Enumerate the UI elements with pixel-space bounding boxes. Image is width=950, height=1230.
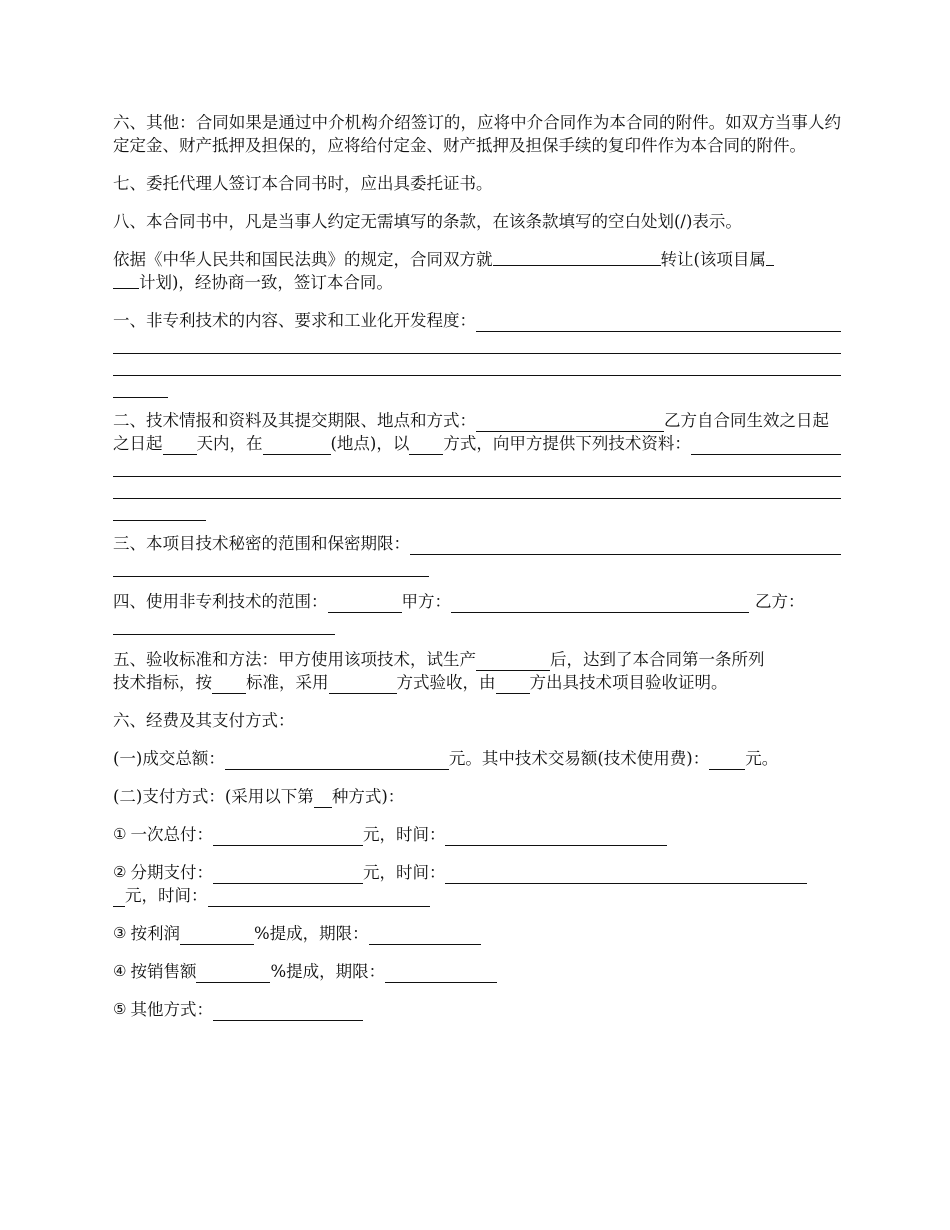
section-4-party-b-label: 乙方： [755, 592, 805, 611]
option-3-term-blank[interactable] [369, 927, 481, 945]
section-2-blank-place[interactable] [263, 437, 331, 455]
option-3-label: 按利润 [130, 924, 180, 943]
section-1-blank-4[interactable] [113, 376, 168, 398]
section-4-party-a-label: 甲方： [401, 592, 451, 611]
section-2-text-e: 方式，向甲方提供下列技术资料： [443, 434, 691, 453]
section-2-blank-way[interactable] [409, 437, 443, 455]
payment-option-3 [113, 922, 841, 945]
option-4-label: 按销售额 [130, 962, 197, 981]
section-3 [113, 532, 841, 577]
section-6-total [113, 747, 841, 770]
option-3-marker: ③ [113, 924, 127, 942]
plan-blank-a[interactable] [766, 248, 774, 266]
option-4-term-blank[interactable] [385, 965, 497, 983]
section-1-title: 一、非专利技术的内容、要求和工业化开发程度： [113, 311, 476, 330]
section-2-title: 二、技术情报和资料及其提交期限、地点和方式： [113, 411, 476, 430]
section-5-blank-standard[interactable] [212, 676, 246, 694]
section-5-text-b1: 后，达到了本合同第一条所列 [550, 650, 765, 669]
section-2-text-d: (地点)，以 [330, 434, 410, 453]
option-2-marker: ② [113, 863, 127, 881]
section-2-text-c: 天内，在 [196, 434, 263, 453]
section-2-blank-method[interactable] [476, 414, 664, 432]
payment-option-4 [113, 960, 841, 983]
option-1-marker: ① [113, 825, 127, 843]
option-2-amount-blank-2[interactable] [113, 889, 125, 907]
section-2 [113, 409, 841, 521]
option-2-text-c: 元，时间： [125, 886, 208, 905]
payment-text-b: 种方式)： [331, 787, 405, 806]
section-1-blank-3[interactable] [113, 354, 841, 376]
section-4 [113, 590, 841, 635]
payment-label: (二)支付方式：(采用以下第 [113, 787, 314, 806]
option-5-label: 其他方式： [130, 1000, 213, 1019]
section-4-title: 四、使用非专利技术的范围： [113, 592, 328, 611]
section-2-blank-days[interactable] [163, 437, 197, 455]
option-3-percent-blank[interactable] [180, 927, 254, 945]
option-5-blank[interactable] [213, 1003, 363, 1021]
section-4-party-b-blank[interactable] [113, 613, 335, 635]
section-2-blank-2[interactable] [113, 455, 841, 477]
total-text-c: 元。 [745, 749, 779, 768]
option-5-marker: ⑤ [113, 1000, 127, 1018]
option-1-text-b: 元，时间： [362, 825, 446, 844]
option-2-time-blank[interactable] [445, 866, 807, 884]
section-4-party-a-blank[interactable] [451, 595, 749, 613]
section-1 [113, 309, 841, 398]
basis-text-a: 依据《中华人民共和国民法典》的规定，合同双方就 [113, 250, 493, 269]
clause-basis [113, 248, 841, 294]
section-3-blank-1[interactable] [410, 537, 841, 555]
section-5-blank-trial[interactable] [476, 653, 550, 671]
option-1-amount-blank[interactable] [213, 828, 363, 846]
basis-text-b: 转让(该项目属 [660, 250, 766, 269]
section-1-blank-1[interactable] [476, 314, 841, 332]
section-2-text-b2: 之日起 [113, 434, 163, 453]
option-2-label: 分期支付： [130, 863, 213, 882]
section-3-blank-2[interactable] [113, 555, 429, 577]
basis-text-c: 计划)，经协商一致，签订本合同。 [139, 273, 393, 292]
contract-page [113, 111, 841, 1036]
total-amount-blank[interactable] [225, 752, 449, 770]
payment-option-1 [113, 823, 841, 846]
section-2-blank-3[interactable] [113, 477, 841, 499]
option-3-text-b: %提成，期限： [253, 924, 369, 943]
clause-blank-mark: 八、本合同书中，凡是当事人约定无需填写的条款，在该条款填写的空白处划(/)表示。 [113, 212, 742, 231]
payment-option-2 [113, 861, 841, 907]
option-4-marker: ④ [113, 962, 127, 980]
section-5-text-a: 五、验收标准和方法：甲方使用该项技术，试生产 [113, 650, 476, 669]
option-1-time-blank[interactable] [445, 828, 667, 846]
section-6-title: 六、经费及其支付方式： [113, 711, 295, 730]
section-4-blank-scope[interactable] [328, 595, 402, 613]
section-5-text-b2: 技术指标，按 [113, 673, 212, 692]
section-5-blank-party[interactable] [496, 676, 530, 694]
clause-other: 六、其他：合同如果是通过中介机构介绍签订的，应将中介合同作为本合同的附件。如双方当事人约定定金、财产抵押及担保的，应将给付定金、财产抵押及担保手续的复印件作为本合同的附件。 [113, 113, 841, 155]
section-5-text-d: 方式验收，由 [396, 673, 496, 692]
section-6-payment [113, 785, 841, 808]
total-label: (一)成交总额： [113, 749, 225, 768]
project-name-blank[interactable] [493, 248, 661, 266]
section-5-text-c: 标准，采用 [246, 673, 329, 692]
payment-option-5 [113, 998, 841, 1021]
clause-agent: 七、委托代理人签订本合同书时，应出具委托证书。 [113, 174, 493, 193]
plan-blank-b[interactable] [113, 271, 139, 289]
section-5-blank-method[interactable] [329, 676, 397, 694]
option-2-amount-blank[interactable] [213, 866, 363, 884]
option-4-text-b: %提成，期限： [270, 962, 386, 981]
section-2-text-b: 乙方自合同生效之日起 [664, 411, 829, 430]
total-text-b: 元。其中技术交易额(技术使用费)： [448, 749, 710, 768]
section-5 [113, 648, 841, 694]
section-5-text-e: 方出具技术项目验收证明。 [529, 673, 728, 692]
tech-fee-blank[interactable] [709, 752, 745, 770]
section-1-blank-2[interactable] [113, 332, 841, 354]
section-2-blank-4[interactable] [113, 499, 206, 521]
section-3-title: 三、本项目技术秘密的范围和保密期限： [113, 534, 410, 553]
option-1-label: 一次总付： [130, 825, 213, 844]
option-2-text-b: 元，时间： [362, 863, 446, 882]
option-2-time-blank-2[interactable] [208, 889, 430, 907]
payment-option-blank[interactable] [314, 790, 332, 808]
option-4-percent-blank[interactable] [196, 965, 270, 983]
section-2-blank-materials[interactable] [691, 437, 841, 455]
